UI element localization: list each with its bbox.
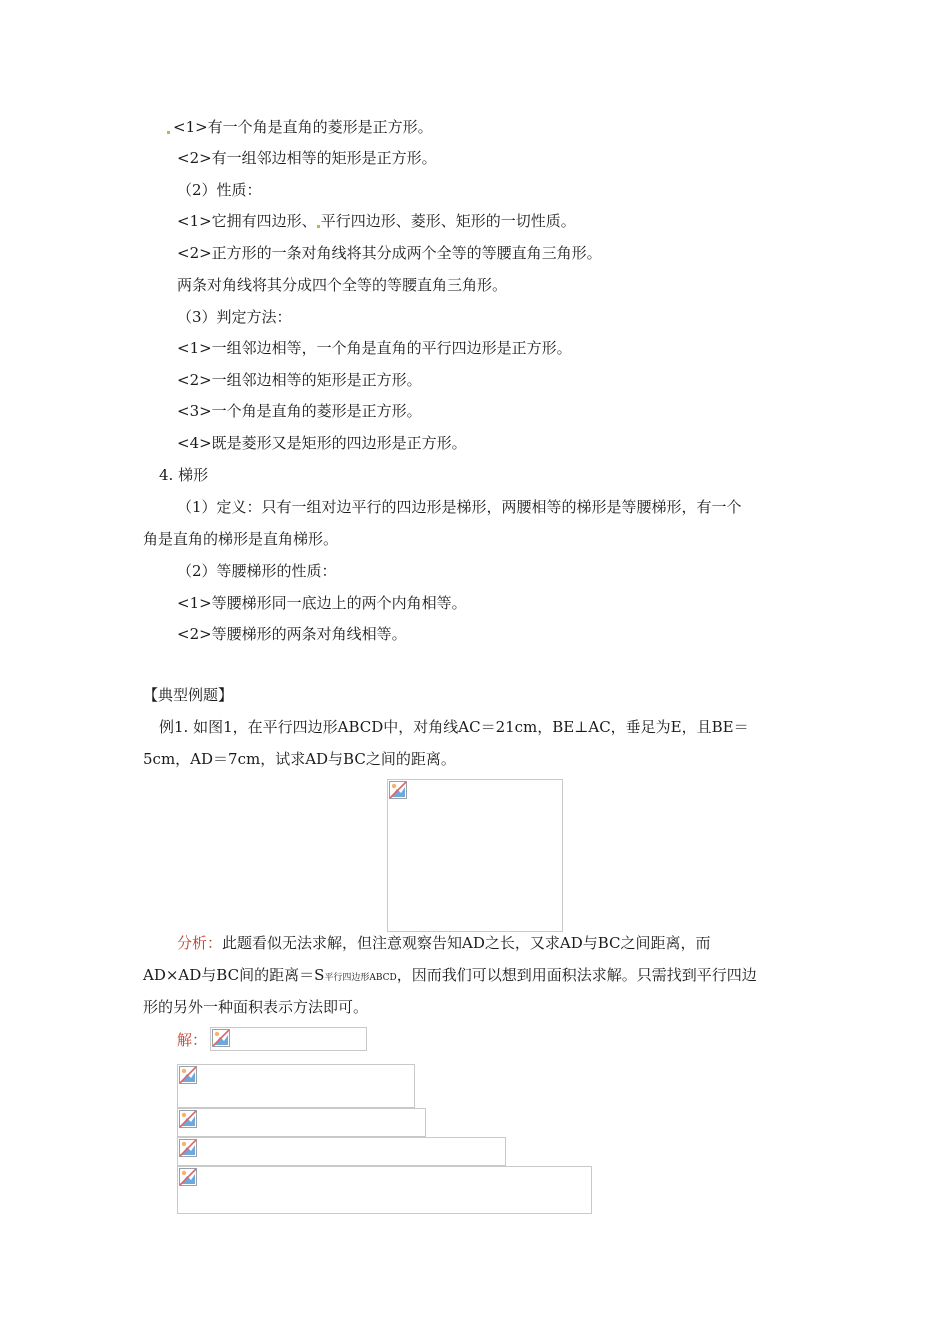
trapezoid-prop-2: <2>等腰梯形的两条对角线相等。 [177, 625, 407, 643]
square-judge-1: <1>一组邻边相等，一个角是直角的平行四边形是正方形。 [177, 339, 572, 357]
solution-label: 解： [177, 1031, 208, 1049]
area-subscript: 平行四边形ABCD [324, 973, 397, 983]
solution-step-2-image [177, 1064, 415, 1108]
square-prop-heading: （2）性质： [177, 181, 262, 199]
trapezoid-def-line2: 角是直角的梯形是直角梯形。 [143, 530, 339, 548]
bullet-dot [317, 225, 320, 228]
broken-image-icon [179, 1168, 197, 1186]
square-def-1: <1>有一个角是直角的菱形是正方形。 [167, 117, 433, 137]
example-1-line2: 5cm，AD＝7cm，试求AD与BC之间的距离。 [143, 750, 456, 768]
square-judge-3: <3>一个角是直角的菱形是正方形。 [177, 402, 422, 420]
trapezoid-def-line1: （1）定义：只有一组对边平行的四边形是梯形，两腰相等的梯形是等腰梯形，有一个 [177, 498, 742, 516]
analysis-line2: AD×AD与BC间的距离＝S平行四边形ABCD，因而我们可以想到用面积法求解。只需找到平行四边 [143, 966, 757, 984]
square-prop-2: <2>正方形的一条对角线将其分成两个全等的等腰直角三角形。 [177, 244, 602, 262]
broken-image-icon [179, 1139, 197, 1157]
square-judge-2: <2>一组邻边相等的矩形是正方形。 [177, 371, 422, 389]
figure-1-image [387, 779, 563, 932]
broken-image-icon [389, 781, 407, 799]
bullet-dot [167, 131, 170, 134]
analysis-line3: 形的另外一种面积表示方法即可。 [143, 998, 369, 1016]
analysis-line1: 分析：此题看似无法求解，但注意观察告知AD之长，又求AD与BC之间距离，而 [177, 934, 711, 952]
example-1-line1: 例1. 如图1，在平行四边形ABCD中，对角线AC＝21cm，BE⊥AC，垂足为E，且BE＝ [159, 718, 749, 736]
analysis-label: 分析： [177, 934, 223, 952]
trapezoid-heading: 4. 梯形 [159, 466, 209, 484]
broken-image-icon [212, 1029, 230, 1047]
square-def-2: <2>有一组邻边相等的矩形是正方形。 [177, 149, 437, 167]
solution-step-5-image [177, 1166, 592, 1214]
square-prop-2b: 两条对角线将其分成四个全等的等腰直角三角形。 [177, 276, 508, 294]
broken-image-icon [179, 1110, 197, 1128]
trapezoid-prop-heading: （2）等腰梯形的性质： [177, 562, 337, 580]
square-prop-1: <1>它拥有四边形、 平行四边形、菱形、矩形的一切性质。 [177, 212, 576, 230]
square-judge-heading: （3）判定方法： [177, 308, 292, 326]
solution-step-3-image [177, 1108, 426, 1137]
examples-heading: 【典型例题】 [143, 686, 234, 704]
trapezoid-prop-1: <1>等腰梯形同一底边上的两个内角相等。 [177, 594, 467, 612]
square-judge-4: <4>既是菱形又是矩形的四边形是正方形。 [177, 434, 467, 452]
broken-image-icon [179, 1066, 197, 1084]
solution-step-1-image [210, 1027, 367, 1051]
solution-step-4-image [177, 1137, 506, 1166]
